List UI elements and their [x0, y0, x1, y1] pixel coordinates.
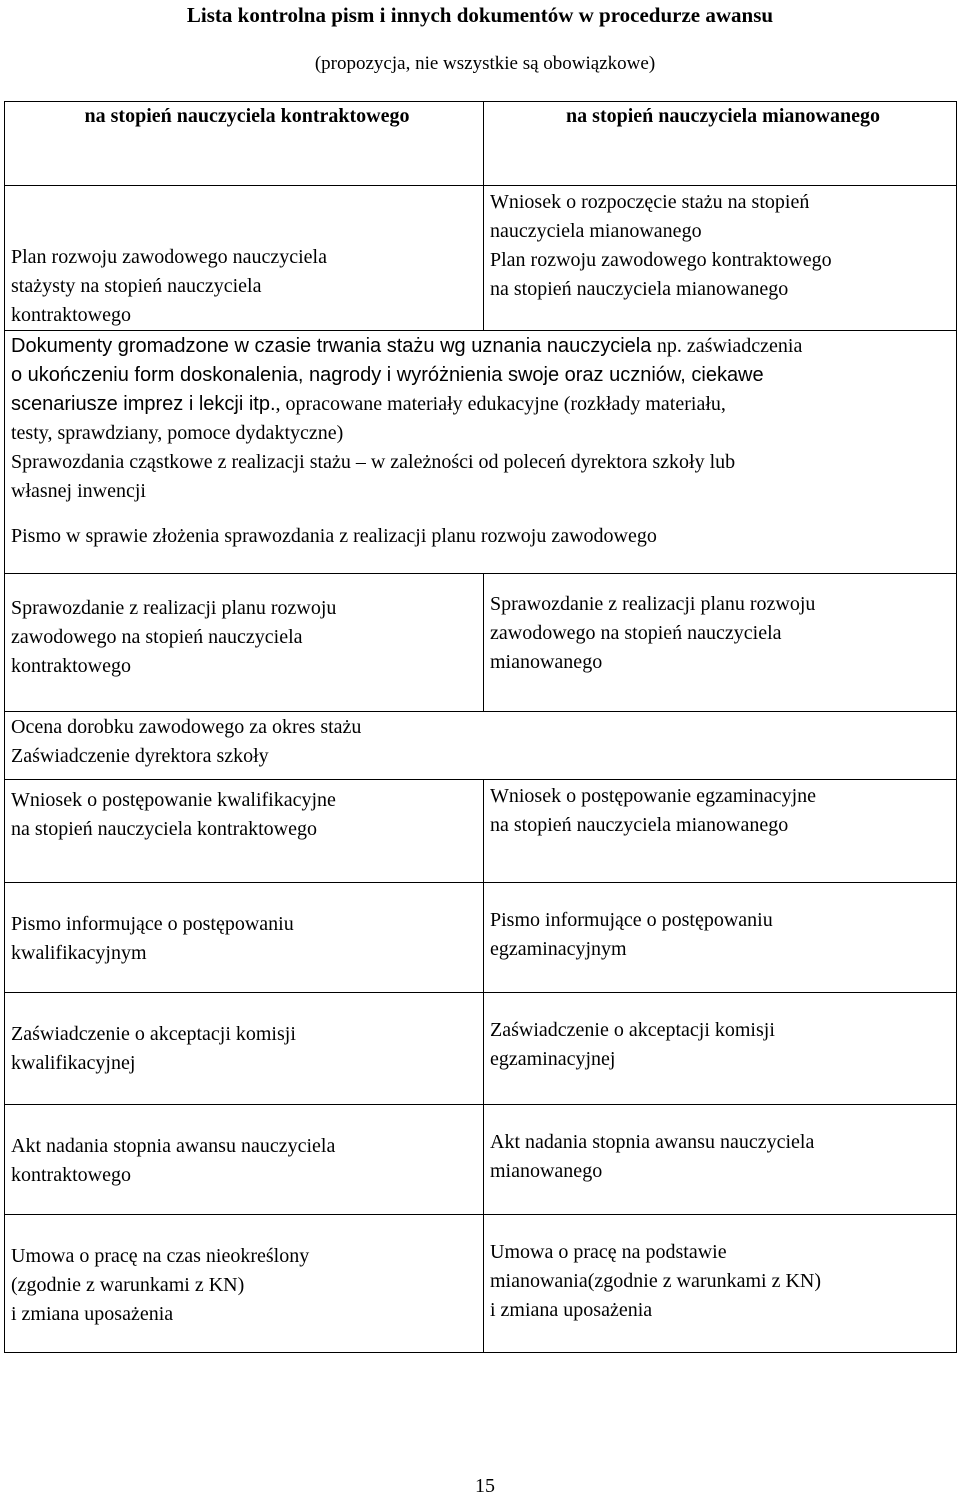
header-row [5, 102, 957, 186]
header-mianowany: na stopień nauczyciela mianowanego [484, 102, 957, 186]
umowa-right-cell [484, 1215, 957, 1353]
sprawozdanie-left-line-2: zawodowego na stopień nauczyciela [11, 626, 303, 648]
sprawozdanie-left-line-1: Sprawozdanie z realizacji planu rozwoju [11, 597, 337, 619]
akt-left-cell [5, 1105, 484, 1215]
dokumenty-line-4: testy, sprawdziany, pomoce dydaktyczne) [11, 422, 344, 444]
umowa-row [5, 1215, 957, 1353]
wniosek-right-cell [484, 780, 957, 883]
umowa-left-line-2: (zgodnie z warunkami z KN) [11, 1274, 245, 1296]
pismo-row [5, 883, 957, 993]
pismo-left-line-2: kwalifikacyjnym [11, 942, 147, 964]
plan-right-line-2: na stopień nauczyciela mianowanego [490, 278, 789, 300]
ocena-line-2: Zaświadczenie dyrektora szkoły [11, 745, 269, 767]
wniosek-right-line-2: na stopień nauczyciela mianowanego [490, 814, 789, 836]
ocena-cell [5, 712, 957, 780]
dokumenty-line-3-c: , opracowane materiały edukacyjne (rozkłady materiału, [275, 393, 726, 415]
ocena-line-1: Ocena dorobku zawodowego za okres stażu [11, 716, 362, 738]
sprawozdanie-right-line-3: mianowanego [490, 651, 603, 673]
zaswiadczenie-right-line-1: Zaświadczenie o akceptacji komisji [490, 1019, 775, 1041]
plan-row [5, 186, 957, 331]
wniosek-row [5, 780, 957, 883]
wniosek-left-line-2: na stopień nauczyciela kontraktowego [11, 818, 317, 840]
pismo-left-line-1: Pismo informujące o postępowaniu [11, 913, 294, 935]
umowa-left-cell [5, 1215, 484, 1353]
dokumenty-line-1-a: Dokumenty gromadzone w czasie trwania stażu wg uznania nauczyciela [11, 335, 652, 357]
umowa-right-line-2: mianowania(zgodnie z warunkami z KN) [490, 1270, 821, 1292]
akt-left-line-1: Akt nadania stopnia awansu nauczyciela [11, 1135, 336, 1157]
pismo-right-line-2: egzaminacyjnym [490, 938, 627, 960]
akt-right-line-1: Akt nadania stopnia awansu nauczyciela [490, 1131, 815, 1153]
pismo-right-cell [484, 883, 957, 993]
sprawozdanie-right-line-2: zawodowego na stopień nauczyciela [490, 622, 782, 644]
sprawozdanie-right-line-1: Sprawozdanie z realizacji planu rozwoju [490, 593, 816, 615]
plan-right-cell [484, 186, 957, 331]
zaswiadczenie-left-line-1: Zaświadczenie o akceptacji komisji [11, 1023, 296, 1045]
sprawozdanie-right-cell [484, 574, 957, 712]
umowa-right-line-1: Umowa o pracę na podstawie [490, 1241, 727, 1263]
dokumenty-cell [5, 331, 957, 574]
zaswiadczenie-right-line-2: egzaminacyjnej [490, 1048, 616, 1070]
umowa-left-line-3: i zmiana uposażenia [11, 1303, 174, 1325]
document-subtitle: (propozycja, nie wszystkie są obowiązkowe) [314, 53, 656, 74]
dokumenty-line-3-b: itp. [248, 393, 276, 415]
checklist-table [4, 101, 957, 1353]
plan-right-line-1: Plan rozwoju zawodowego kontraktowego [490, 249, 832, 271]
umowa-left-line-1: Umowa o pracę na czas nieokreślony [11, 1245, 310, 1267]
pismo-right-line-1: Pismo informujące o postępowaniu [490, 909, 773, 931]
dokumenty-line-3 [11, 390, 956, 419]
sprawozdanie-left-cell [5, 574, 484, 712]
zaswiadczenie-left-cell [5, 993, 484, 1105]
dokumenty-line-2: o ukończeniu form doskonalenia, nagrody i wyróżnienia swoje oraz uczniów, ciekawe [11, 364, 764, 386]
dokumenty-line-1-b: np. zaświadczenia [656, 335, 803, 357]
plan-left-line-1: Plan rozwoju zawodowego nauczyciela [11, 246, 327, 268]
akt-row [5, 1105, 957, 1215]
document-title: Lista kontrolna pism i innych dokumentów w procedurze awansu [186, 3, 774, 27]
sprawozdanie-left-line-3: kontraktowego [11, 655, 131, 677]
zaswiadczenie-left-line-2: kwalifikacyjnej [11, 1052, 136, 1074]
sprawozdania-line-1: Sprawozdania cząstkowe z realizacji stażu – w zależności od poleceń dyrektora szkoły lub [11, 451, 736, 473]
pismo-left-cell [5, 883, 484, 993]
sprawozdania-line-2: własnej inwencji [11, 480, 146, 502]
akt-right-cell [484, 1105, 957, 1215]
wniosek-staz-line-2: nauczyciela mianowanego [490, 220, 702, 242]
zaswiadczenie-right-cell [484, 993, 957, 1105]
akt-right-line-2: mianowanego [490, 1160, 603, 1182]
wniosek-staz-line-1: Wniosek o rozpoczęcie stażu na stopień [490, 191, 810, 213]
header-kontraktowy: na stopień nauczyciela kontraktowego [5, 102, 484, 186]
plan-left-cell [5, 186, 484, 331]
plan-left-line-2: stażysty na stopień nauczyciela [11, 275, 262, 297]
sprawozdanie-row [5, 574, 957, 712]
wniosek-right-line-1: Wniosek o postępowanie egzaminacyjne [490, 785, 816, 807]
dokumenty-line-1 [11, 332, 956, 361]
pismo-sprawozdanie: Pismo w sprawie złożenia sprawozdania z realizacji planu rozwoju zawodowego [11, 525, 657, 547]
dokumenty-row [5, 331, 957, 574]
dokumenty-line-3-a: scenariusze imprez i lekcji [11, 393, 244, 415]
plan-left-line-3: kontraktowego [11, 304, 131, 326]
wniosek-left-cell [5, 780, 484, 883]
page-number: 15 [475, 1475, 495, 1497]
ocena-row [5, 712, 957, 780]
wniosek-left-line-1: Wniosek o postępowanie kwalifikacyjne [11, 789, 336, 811]
umowa-right-line-3: i zmiana uposażenia [490, 1299, 653, 1321]
akt-left-line-2: kontraktowego [11, 1164, 131, 1186]
zaswiadczenie-row [5, 993, 957, 1105]
